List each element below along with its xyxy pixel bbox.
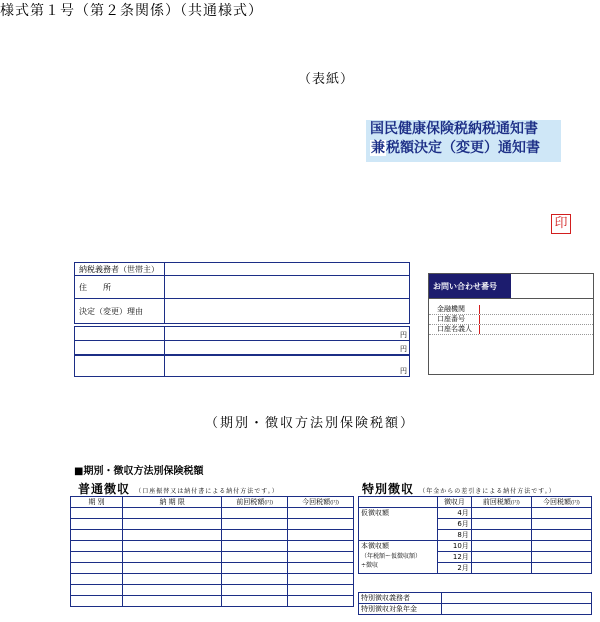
table-row bbox=[71, 530, 354, 541]
address-field[interactable] bbox=[165, 276, 409, 298]
section-subtitle: （期別・徴収方法別保険税額） bbox=[205, 416, 416, 431]
table-row bbox=[71, 563, 354, 574]
section-title: ■期別・徴収方法別保険税額 bbox=[74, 466, 204, 477]
table-row bbox=[359, 604, 592, 615]
notice-title-box bbox=[366, 120, 561, 162]
col-month: 徴収月 bbox=[438, 497, 472, 508]
bank-label: 金融機関 bbox=[437, 305, 465, 313]
table-row: 6月 bbox=[359, 519, 592, 530]
main-collection-label: 本徴収額 （年税額ー仮徴収額） ÷徴収 bbox=[359, 541, 438, 574]
provisional-label: 仮徴収額 bbox=[359, 508, 438, 541]
table-row: 仮徴収額 4月 bbox=[359, 508, 592, 519]
table-row bbox=[359, 593, 592, 604]
notice-title-line1: 国民健康保険税納税通知書 bbox=[370, 121, 538, 137]
table-row: 本徴収額 （年税額ー仮徴収額） ÷徴収 10月 bbox=[359, 541, 592, 552]
special-collector-table bbox=[358, 592, 592, 615]
pension-label: 特別徴収対象年金 bbox=[359, 604, 442, 615]
inquiry-number-label: お問い合わせ番号 bbox=[429, 274, 511, 298]
table-row bbox=[71, 585, 354, 596]
notice-title-prefix: 兼 bbox=[371, 140, 385, 156]
table-row: 8月 bbox=[359, 530, 592, 541]
account-holder-label: 口座名義人 bbox=[437, 325, 472, 333]
obligor-label: 特別徴収義務者 bbox=[359, 593, 442, 604]
yen-unit: 円 bbox=[400, 345, 407, 353]
table-row bbox=[71, 519, 354, 530]
ordinary-collection-table bbox=[70, 496, 354, 607]
col-current: 今回税額(円) bbox=[288, 497, 354, 508]
taxpayer-label: 納税義務者（世帯主） bbox=[75, 263, 165, 275]
table-row bbox=[71, 508, 354, 519]
table-row bbox=[71, 574, 354, 585]
account-number-label: 口座番号 bbox=[437, 315, 465, 323]
col-deadline: 納 期 限 bbox=[123, 497, 222, 508]
col-period: 期 別 bbox=[71, 497, 123, 508]
table-row bbox=[71, 541, 354, 552]
reason-label: 決定（変更）理由 bbox=[75, 299, 165, 323]
taxpayer-form bbox=[74, 262, 410, 324]
amount-form bbox=[74, 326, 410, 377]
col-current: 今回税額(円) bbox=[531, 497, 591, 508]
table-row: 2月 bbox=[359, 563, 592, 574]
inquiry-number-field[interactable] bbox=[511, 274, 593, 298]
special-collection-table bbox=[358, 496, 592, 574]
yen-unit: 円 bbox=[400, 331, 407, 339]
special-collection-title: 特別徴収 （年金からの差引きによる納付方法です。） bbox=[362, 482, 556, 496]
ordinary-collection-title: 普通徴収 （口座振替又は納付書による納付方法です。） bbox=[78, 482, 279, 496]
cover-label: （表紙） bbox=[298, 72, 355, 87]
col-previous: 前回税額(円) bbox=[471, 497, 531, 508]
col-previous: 前回税額(円) bbox=[222, 497, 288, 508]
table-row bbox=[71, 596, 354, 607]
notice-title-line2: 税額決定（変更）通知書 bbox=[386, 140, 540, 156]
yen-unit: 円 bbox=[400, 367, 407, 375]
table-row bbox=[71, 552, 354, 563]
seal-stamp: 印 bbox=[551, 214, 571, 234]
table-row: 12月 bbox=[359, 552, 592, 563]
taxpayer-field[interactable] bbox=[165, 263, 409, 275]
address-label: 住 所 bbox=[75, 276, 165, 298]
inquiry-box bbox=[428, 273, 594, 375]
reason-field[interactable] bbox=[165, 299, 409, 323]
form-header: 様式第１号（第２条関係）（共通様式） bbox=[0, 3, 263, 19]
